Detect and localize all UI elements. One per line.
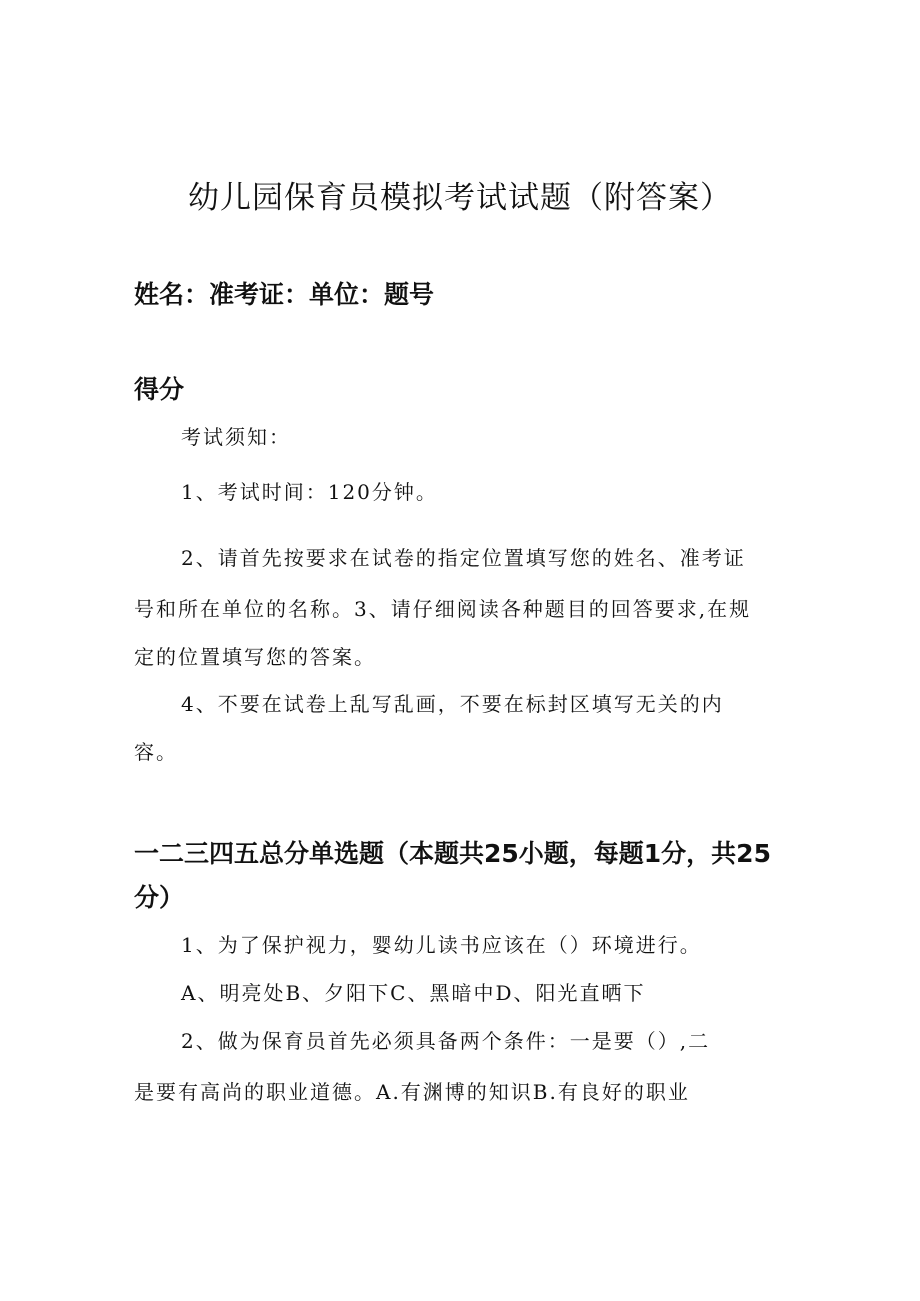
notice-item-2-line-2: 号和所在单位的名称。3、请仔细阅读各种题目的回答要求,在规 [134,597,752,621]
notice-item-4-line-1: 4、不要在试卷上乱写乱画，不要在标封区填写无关的内 [181,692,724,716]
score-label: 得分 [134,375,185,404]
notice-item-1: 1、考试时间：120分钟。 [181,480,438,504]
notice-item-2-line-1: 2、请首先按要求在试卷的指定位置填写您的姓名、准考证 [181,546,746,570]
question-2-line-2: 是要有高尚的职业道德。A.有渊博的知识B.有良好的职业 [134,1080,690,1104]
section-title: 一二三四五总分单选题（本题共25小题，每题1分，共25分） [134,839,771,912]
question-1-options: A、明亮处B、夕阳下C、黑暗中D、阳光直晒下 [181,981,646,1005]
notice-item-2-line-3: 定的位置填写您的答案。 [134,645,376,669]
question-2-line-1: 2、做为保育员首先必须具备两个条件：一是要（）,二 [181,1029,711,1053]
notice-item-4-line-2: 容。 [134,740,178,764]
document-title: 幼儿园保育员模拟考试试题（附答案） [188,180,732,216]
question-1-text: 1、为了保护视力，婴幼儿读书应该在（）环境进行。 [181,933,702,957]
candidate-info-line: 姓名：准考证：单位：题号 [134,280,435,309]
notice-title: 考试须知： [181,425,291,449]
